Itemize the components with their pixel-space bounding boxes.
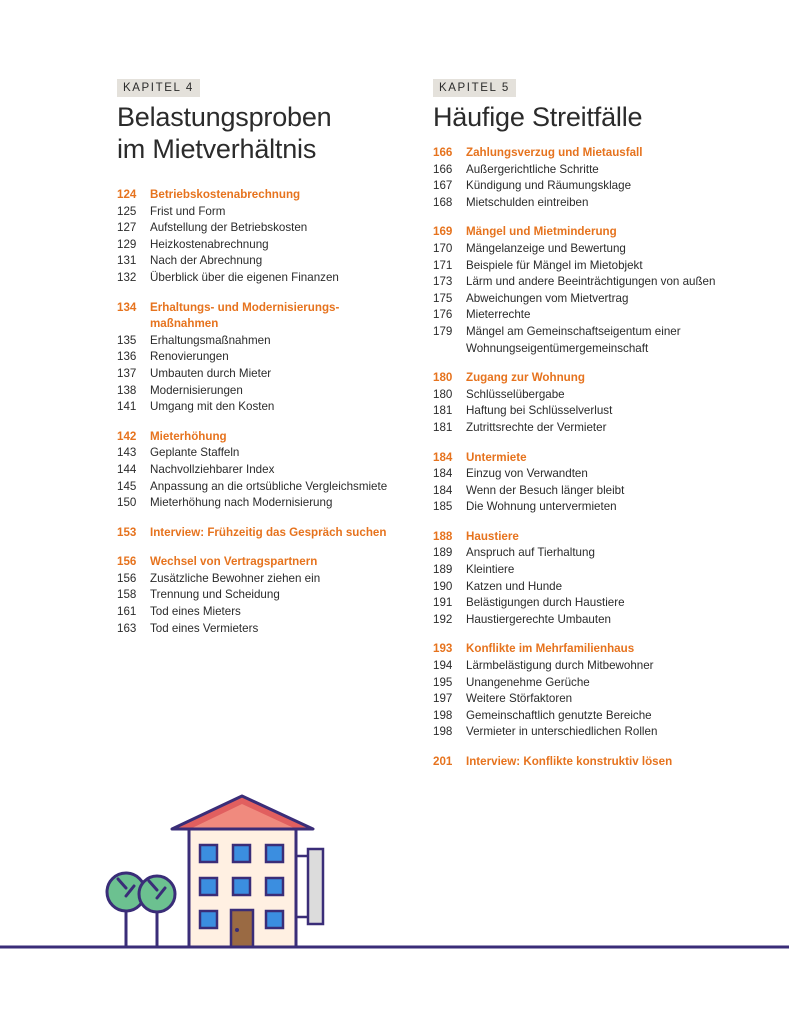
toc-entry[interactable] xyxy=(433,545,763,562)
page-number: 134 xyxy=(117,300,137,314)
entry-title: Anspruch auf Tierhaltung xyxy=(466,546,595,560)
page-number: 179 xyxy=(433,324,453,338)
toc-entry[interactable] xyxy=(117,366,397,383)
toc-entry[interactable] xyxy=(433,658,763,675)
section-title: Zahlungsverzug und Mietausfall xyxy=(466,146,643,159)
page-number: 163 xyxy=(117,621,137,635)
tree-icon xyxy=(107,873,145,947)
entry-title: Vermieter in unterschiedlichen Rollen xyxy=(466,725,658,739)
toc-section-heading[interactable] xyxy=(433,529,763,546)
entry-title: Lärm und andere Beeinträchtigungen von außen xyxy=(466,275,716,289)
toc-section xyxy=(117,300,397,416)
toc-entry[interactable] xyxy=(433,403,763,420)
section-title: Mieterhöhung xyxy=(150,429,227,443)
entry-title: Geplante Staffeln xyxy=(150,446,240,460)
window-icon xyxy=(233,878,250,895)
toc-section-heading[interactable] xyxy=(433,145,763,162)
entry-title: Weitere Störfaktoren xyxy=(466,692,573,706)
toc-section-heading[interactable] xyxy=(117,554,397,571)
page-number: 181 xyxy=(433,404,453,418)
toc-entry[interactable] xyxy=(433,691,763,708)
toc-section xyxy=(117,525,397,542)
toc-entry[interactable] xyxy=(433,595,763,612)
page-number: 181 xyxy=(433,420,453,434)
entry-title: Überblick über die eigenen Finanzen xyxy=(150,270,339,284)
entry-title: Gemeinschaftlich genutzte Bereiche xyxy=(466,708,652,722)
chapter-5-column xyxy=(433,78,763,784)
entry-title: Heizkostenabrechnung xyxy=(150,237,269,251)
toc-entry[interactable] xyxy=(117,587,397,604)
toc-entry[interactable] xyxy=(117,495,397,512)
page-number: 158 xyxy=(117,588,137,602)
entry-title: Schlüsselübergabe xyxy=(466,387,565,401)
page-number: 153 xyxy=(117,525,137,539)
toc-section-heading[interactable] xyxy=(117,300,397,317)
toc-entry[interactable] xyxy=(433,562,763,579)
entry-title: Aufstellung der Betriebskosten xyxy=(150,221,308,235)
chapter-4-column xyxy=(117,78,397,650)
entry-title: Belästigungen durch Haustiere xyxy=(466,596,625,610)
toc-entry[interactable] xyxy=(433,724,763,741)
toc-section xyxy=(433,641,763,741)
page-number: 145 xyxy=(117,479,137,493)
entry-title: Renovierungen xyxy=(150,350,229,364)
section-title: Haustiere xyxy=(466,529,519,543)
entry-title: Tod eines Vermieters xyxy=(150,621,259,635)
toc-entry[interactable] xyxy=(117,604,397,621)
toc-entry[interactable] xyxy=(433,195,763,212)
toc-entry[interactable] xyxy=(433,483,763,500)
page-number: 137 xyxy=(117,366,137,380)
page-number: 136 xyxy=(117,350,137,364)
toc-entry[interactable] xyxy=(117,270,397,287)
entry-title: Einzug von Verwandten xyxy=(466,467,588,481)
toc-section xyxy=(433,224,763,357)
page-number: 184 xyxy=(433,450,453,464)
chapter-title-line: Belastungsproben xyxy=(117,102,332,132)
entry-title: Mieterrechte xyxy=(466,308,531,322)
entry-title: Lärmbelästigung durch Mitbewohner xyxy=(466,659,654,673)
page-number: 191 xyxy=(433,596,453,610)
page-number: 141 xyxy=(117,400,137,414)
toc-list xyxy=(433,145,763,771)
entry-title: Trennung und Scheidung xyxy=(150,588,280,602)
toc-section-heading[interactable] xyxy=(433,641,763,658)
toc-entry[interactable] xyxy=(433,241,763,258)
page-number: 167 xyxy=(433,179,453,193)
page-number: 131 xyxy=(117,254,137,268)
page-number: 193 xyxy=(433,642,453,656)
page-number: 197 xyxy=(433,692,453,706)
entry-title: Umbauten durch Mieter xyxy=(150,366,272,380)
toc-entry[interactable] xyxy=(117,462,397,479)
toc-section xyxy=(433,370,763,436)
chapter-title xyxy=(117,101,397,165)
toc-entry[interactable] xyxy=(433,324,763,341)
page-number: 156 xyxy=(117,555,137,569)
toc-entry[interactable] xyxy=(117,333,397,350)
page-number: 161 xyxy=(117,605,137,619)
toc-entry[interactable] xyxy=(433,499,763,516)
page-number: 150 xyxy=(117,496,137,510)
house-with-trees-icon xyxy=(0,780,789,960)
page-number: 176 xyxy=(433,308,453,322)
section-title: Erhaltungs- und Modernisierungs- xyxy=(150,300,340,314)
entry-title: Umgang mit den Kosten xyxy=(150,400,275,414)
toc-entry[interactable] xyxy=(117,253,397,270)
entry-title: Modernisierungen xyxy=(150,383,243,397)
page-number: 166 xyxy=(433,162,453,176)
entry-title: Nach der Abrechnung xyxy=(150,254,263,268)
toc-section xyxy=(433,754,763,771)
toc-section-heading[interactable] xyxy=(117,429,397,446)
page-number: 142 xyxy=(117,429,137,443)
toc-entry[interactable] xyxy=(433,579,763,596)
entry-title: Erhaltungsmaßnahmen xyxy=(150,333,271,347)
entry-title: Haftung bei Schlüsselverlust xyxy=(466,404,613,418)
page-number: 138 xyxy=(117,383,137,397)
page-number: 190 xyxy=(433,579,453,593)
entry-title: Die Wohnung untervermieten xyxy=(466,500,617,514)
toc-entry[interactable] xyxy=(433,274,763,291)
page-number: 127 xyxy=(117,221,137,235)
page-number: 184 xyxy=(433,467,453,481)
page-number: 125 xyxy=(117,204,137,218)
window-icon xyxy=(200,878,217,895)
entry-title: Zutrittsrechte der Vermieter xyxy=(466,420,607,434)
toc-entry[interactable] xyxy=(433,387,763,404)
toc-entry[interactable] xyxy=(117,204,397,221)
entry-title: Nachvollziehbarer Index xyxy=(150,462,275,476)
page-number: 135 xyxy=(117,333,137,347)
roof-icon xyxy=(172,796,313,829)
toc-section-heading[interactable] xyxy=(117,525,397,542)
page-number: 194 xyxy=(433,659,453,673)
page-number: 143 xyxy=(117,446,137,460)
chapter-title xyxy=(433,101,763,133)
entry-title: Mietschulden eintreiben xyxy=(466,195,589,209)
toc-section xyxy=(117,187,397,287)
chapter-badge: KAPITEL 5 xyxy=(433,79,516,97)
page-number: 169 xyxy=(433,225,453,239)
toc-entry[interactable] xyxy=(433,612,763,629)
chapter-badge: KAPITEL 4 xyxy=(117,79,200,97)
chapter-title-line: im Mietverhältnis xyxy=(117,134,317,164)
toc-section-heading[interactable] xyxy=(433,450,763,467)
section-title-continuation: maßnahmen xyxy=(150,317,219,331)
toc-section-heading[interactable] xyxy=(433,224,763,241)
page-number: 129 xyxy=(117,237,137,251)
page-number: 173 xyxy=(433,275,453,289)
entry-title: Frist und Form xyxy=(150,204,226,218)
page-number: 189 xyxy=(433,546,453,560)
toc-entry[interactable] xyxy=(117,479,397,496)
entry-title: Abweichungen vom Mietvertrag xyxy=(466,291,629,305)
page-number: 132 xyxy=(117,270,137,284)
page-number: 184 xyxy=(433,483,453,497)
toc-section xyxy=(433,529,763,629)
toc-entry[interactable] xyxy=(117,349,397,366)
toc-entry[interactable] xyxy=(433,178,763,195)
section-title: Zugang zur Wohnung xyxy=(466,371,585,385)
toc-entry[interactable] xyxy=(117,571,397,588)
window-icon xyxy=(200,845,217,862)
page-number: 180 xyxy=(433,371,453,385)
section-title: Konflikte im Mehrfamilienhaus xyxy=(466,642,635,656)
window-icon xyxy=(200,911,217,928)
window-icon xyxy=(266,911,283,928)
toc-section-heading[interactable] xyxy=(433,370,763,387)
toc-list xyxy=(117,187,397,637)
entry-title: Haustiergerechte Umbauten xyxy=(466,612,612,626)
section-title: Mängel und Mietminderung xyxy=(466,225,617,239)
toc-entry[interactable] xyxy=(117,399,397,416)
toc-section-heading[interactable] xyxy=(117,187,397,204)
page-number: 168 xyxy=(433,195,453,209)
toc-entry[interactable] xyxy=(433,466,763,483)
page-number: 170 xyxy=(433,241,453,255)
page-number: 124 xyxy=(117,188,137,201)
page-number: 156 xyxy=(117,571,137,585)
toc-entry[interactable] xyxy=(433,708,763,725)
entry-title: Mängel am Gemeinschaftseigentum einer xyxy=(466,324,681,338)
page-number: 198 xyxy=(433,708,453,722)
toc-section xyxy=(117,429,397,512)
toc-entry[interactable] xyxy=(433,675,763,692)
page-number: 195 xyxy=(433,675,453,689)
page-number: 180 xyxy=(433,387,453,401)
toc-entry[interactable] xyxy=(433,258,763,275)
page-number: 188 xyxy=(433,529,453,543)
page-number: 192 xyxy=(433,612,453,626)
tree-icon xyxy=(139,876,175,947)
entry-title: Tod eines Mieters xyxy=(150,605,241,619)
section-title: Betriebskostenabrechnung xyxy=(150,188,301,201)
page-number: 166 xyxy=(433,146,453,159)
entry-title: Kündigung und Räumungsklage xyxy=(466,179,632,193)
section-title: Interview: Frühzeitig das Gespräch suchen xyxy=(150,525,387,539)
entry-title: Wenn der Besuch länger bleibt xyxy=(466,483,625,497)
page-number: 201 xyxy=(433,755,453,768)
window-icon xyxy=(266,878,283,895)
section-title: Untermiete xyxy=(466,450,527,464)
toc-entry[interactable] xyxy=(433,307,763,324)
toc-entry[interactable] xyxy=(433,291,763,308)
window-icon xyxy=(233,845,250,862)
toc-section xyxy=(117,554,397,637)
page-number: 185 xyxy=(433,500,453,514)
page-number: 198 xyxy=(433,725,453,739)
page-number: 171 xyxy=(433,258,453,272)
chapter-title-line: Häufige Streitfälle xyxy=(433,102,643,132)
toc-entry[interactable] xyxy=(117,383,397,400)
toc-section-heading[interactable] xyxy=(433,754,763,771)
toc-section xyxy=(433,145,763,211)
page-number: 189 xyxy=(433,563,453,577)
window-icon xyxy=(266,845,283,862)
door-icon xyxy=(231,910,253,947)
entry-title: Anpassung an die ortsübliche Vergleichsmiete xyxy=(150,479,388,493)
entry-title: Beispiele für Mängel im Mietobjekt xyxy=(466,258,643,272)
page-number: 175 xyxy=(433,291,453,305)
entry-title-continuation: Wohnungseigentümergemeinschaft xyxy=(466,341,649,355)
toc-entry[interactable] xyxy=(117,621,397,638)
section-title: Interview: Konflikte konstruktiv lösen xyxy=(466,755,673,768)
entry-title: Kleintiere xyxy=(466,563,515,577)
sign-icon xyxy=(308,849,323,924)
toc-entry[interactable] xyxy=(117,220,397,237)
toc-section xyxy=(433,450,763,516)
entry-title: Unangenehme Gerüche xyxy=(466,675,590,689)
toc-entry[interactable] xyxy=(117,237,397,254)
entry-title: Katzen und Hunde xyxy=(466,579,563,593)
page-number: 144 xyxy=(117,462,137,476)
toc-entry[interactable] xyxy=(117,445,397,462)
toc-entry[interactable] xyxy=(433,420,763,437)
entry-title: Mängelanzeige und Bewertung xyxy=(466,241,626,255)
section-title: Wechsel von Vertragspartnern xyxy=(150,555,318,569)
entry-title: Zusätzliche Bewohner ziehen ein xyxy=(150,571,321,585)
entry-title: Mieterhöhung nach Modernisierung xyxy=(150,496,333,510)
toc-entry[interactable] xyxy=(433,162,763,179)
entry-title: Außergerichtliche Schritte xyxy=(466,162,599,176)
